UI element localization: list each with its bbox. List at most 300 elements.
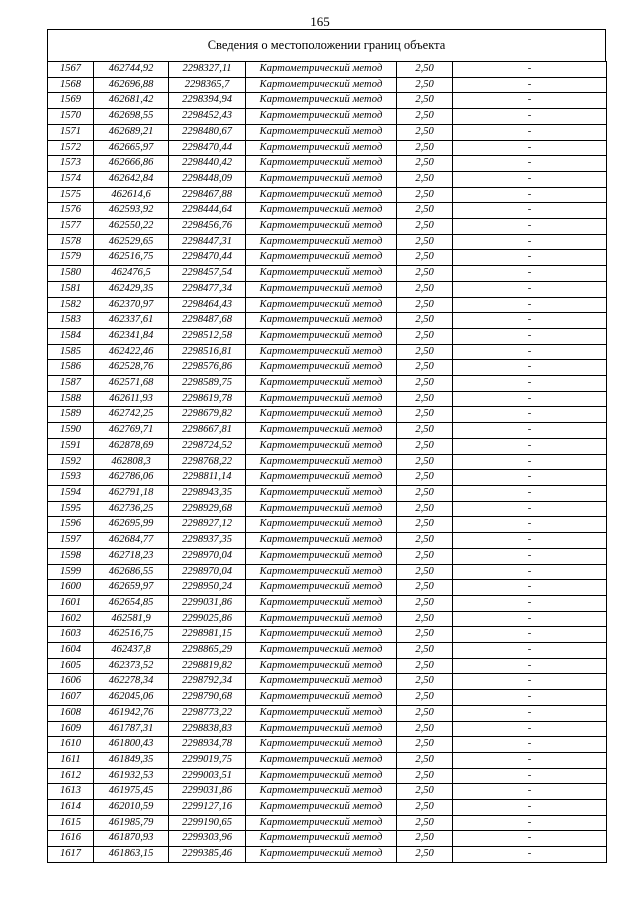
x-coordinate-cell: 461849,35 bbox=[94, 752, 169, 768]
table-row bbox=[48, 438, 607, 454]
accuracy-cell: 2,50 bbox=[397, 564, 453, 580]
table-row bbox=[48, 548, 607, 564]
y-coordinate-cell: 2298457,54 bbox=[169, 266, 246, 282]
table-row bbox=[48, 297, 607, 313]
point-number-cell: 1611 bbox=[48, 752, 94, 768]
y-coordinate-cell: 2298792,34 bbox=[169, 674, 246, 690]
table-row bbox=[48, 501, 607, 517]
method-cell: Картометрический метод bbox=[246, 501, 397, 517]
description-cell: - bbox=[453, 391, 607, 407]
point-number-cell: 1614 bbox=[48, 800, 94, 816]
x-coordinate-cell: 462337,61 bbox=[94, 313, 169, 329]
description-cell: - bbox=[453, 281, 607, 297]
accuracy-cell: 2,50 bbox=[397, 156, 453, 172]
method-cell: Картометрический метод bbox=[246, 234, 397, 250]
method-cell: Картометрический метод bbox=[246, 564, 397, 580]
x-coordinate-cell: 462681,42 bbox=[94, 93, 169, 109]
x-coordinate-cell: 462791,18 bbox=[94, 485, 169, 501]
y-coordinate-cell: 2298448,09 bbox=[169, 171, 246, 187]
x-coordinate-cell: 461800,43 bbox=[94, 737, 169, 753]
y-coordinate-cell: 2298970,04 bbox=[169, 564, 246, 580]
accuracy-cell: 2,50 bbox=[397, 454, 453, 470]
method-cell: Картометрический метод bbox=[246, 611, 397, 627]
method-cell: Картометрический метод bbox=[246, 438, 397, 454]
table-row bbox=[48, 376, 607, 392]
method-cell: Картометрический метод bbox=[246, 219, 397, 235]
table-row bbox=[48, 250, 607, 266]
description-cell: - bbox=[453, 752, 607, 768]
point-number-cell: 1613 bbox=[48, 784, 94, 800]
point-number-cell: 1603 bbox=[48, 627, 94, 643]
point-number-cell: 1572 bbox=[48, 140, 94, 156]
x-coordinate-cell: 462516,75 bbox=[94, 627, 169, 643]
accuracy-cell: 2,50 bbox=[397, 517, 453, 533]
x-coordinate-cell: 462666,86 bbox=[94, 156, 169, 172]
point-number-cell: 1583 bbox=[48, 313, 94, 329]
y-coordinate-cell: 2298452,43 bbox=[169, 109, 246, 125]
table-row bbox=[48, 517, 607, 533]
description-cell: - bbox=[453, 171, 607, 187]
x-coordinate-cell: 462422,46 bbox=[94, 344, 169, 360]
y-coordinate-cell: 2298619,78 bbox=[169, 391, 246, 407]
x-coordinate-cell: 462684,77 bbox=[94, 533, 169, 549]
table-row bbox=[48, 219, 607, 235]
point-number-cell: 1612 bbox=[48, 768, 94, 784]
point-number-cell: 1598 bbox=[48, 548, 94, 564]
point-number-cell: 1567 bbox=[48, 62, 94, 78]
point-number-cell: 1608 bbox=[48, 705, 94, 721]
x-coordinate-cell: 462429,35 bbox=[94, 281, 169, 297]
y-coordinate-cell: 2298929,68 bbox=[169, 501, 246, 517]
table-row bbox=[48, 800, 607, 816]
x-coordinate-cell: 462744,92 bbox=[94, 62, 169, 78]
method-cell: Картометрический метод bbox=[246, 124, 397, 140]
y-coordinate-cell: 2298773,22 bbox=[169, 705, 246, 721]
accuracy-cell: 2,50 bbox=[397, 470, 453, 486]
y-coordinate-cell: 2299303,96 bbox=[169, 831, 246, 847]
accuracy-cell: 2,50 bbox=[397, 171, 453, 187]
x-coordinate-cell: 462695,99 bbox=[94, 517, 169, 533]
x-coordinate-cell: 462659,97 bbox=[94, 580, 169, 596]
x-coordinate-cell: 461870,93 bbox=[94, 831, 169, 847]
y-coordinate-cell: 2298394,94 bbox=[169, 93, 246, 109]
point-number-cell: 1584 bbox=[48, 328, 94, 344]
method-cell: Картометрический метод bbox=[246, 109, 397, 125]
x-coordinate-cell: 462373,52 bbox=[94, 658, 169, 674]
x-coordinate-cell: 462550,22 bbox=[94, 219, 169, 235]
point-number-cell: 1609 bbox=[48, 721, 94, 737]
y-coordinate-cell: 2298838,83 bbox=[169, 721, 246, 737]
description-cell: - bbox=[453, 705, 607, 721]
method-cell: Картометрический метод bbox=[246, 705, 397, 721]
x-coordinate-cell: 462654,85 bbox=[94, 595, 169, 611]
accuracy-cell: 2,50 bbox=[397, 266, 453, 282]
description-cell: - bbox=[453, 768, 607, 784]
method-cell: Картометрический метод bbox=[246, 187, 397, 203]
description-cell: - bbox=[453, 156, 607, 172]
point-number-cell: 1595 bbox=[48, 501, 94, 517]
method-cell: Картометрический метод bbox=[246, 156, 397, 172]
description-cell: - bbox=[453, 62, 607, 78]
table-row bbox=[48, 847, 607, 863]
method-cell: Картометрический метод bbox=[246, 533, 397, 549]
method-cell: Картометрический метод bbox=[246, 391, 397, 407]
accuracy-cell: 2,50 bbox=[397, 234, 453, 250]
accuracy-cell: 2,50 bbox=[397, 768, 453, 784]
accuracy-cell: 2,50 bbox=[397, 360, 453, 376]
x-coordinate-cell: 462611,93 bbox=[94, 391, 169, 407]
accuracy-cell: 2,50 bbox=[397, 485, 453, 501]
description-cell: - bbox=[453, 234, 607, 250]
accuracy-cell: 2,50 bbox=[397, 737, 453, 753]
y-coordinate-cell: 2298724,52 bbox=[169, 438, 246, 454]
accuracy-cell: 2,50 bbox=[397, 328, 453, 344]
x-coordinate-cell: 462696,88 bbox=[94, 77, 169, 93]
accuracy-cell: 2,50 bbox=[397, 140, 453, 156]
table-row bbox=[48, 93, 607, 109]
x-coordinate-cell: 462769,71 bbox=[94, 423, 169, 439]
table-row bbox=[48, 313, 607, 329]
y-coordinate-cell: 2298950,24 bbox=[169, 580, 246, 596]
description-cell: - bbox=[453, 470, 607, 486]
method-cell: Картометрический метод bbox=[246, 344, 397, 360]
table-row bbox=[48, 690, 607, 706]
point-number-cell: 1600 bbox=[48, 580, 94, 596]
y-coordinate-cell: 2299003,51 bbox=[169, 768, 246, 784]
table-row bbox=[48, 752, 607, 768]
point-number-cell: 1607 bbox=[48, 690, 94, 706]
boundary-coordinates-table bbox=[47, 61, 607, 863]
point-number-cell: 1575 bbox=[48, 187, 94, 203]
point-number-cell: 1615 bbox=[48, 815, 94, 831]
description-cell: - bbox=[453, 611, 607, 627]
y-coordinate-cell: 2298516,81 bbox=[169, 344, 246, 360]
point-number-cell: 1582 bbox=[48, 297, 94, 313]
y-coordinate-cell: 2298444,64 bbox=[169, 203, 246, 219]
x-coordinate-cell: 462010,59 bbox=[94, 800, 169, 816]
description-cell: - bbox=[453, 737, 607, 753]
table-row bbox=[48, 109, 607, 125]
accuracy-cell: 2,50 bbox=[397, 705, 453, 721]
point-number-cell: 1578 bbox=[48, 234, 94, 250]
table-row bbox=[48, 171, 607, 187]
accuracy-cell: 2,50 bbox=[397, 250, 453, 266]
description-cell: - bbox=[453, 595, 607, 611]
method-cell: Картометрический метод bbox=[246, 328, 397, 344]
point-number-cell: 1586 bbox=[48, 360, 94, 376]
x-coordinate-cell: 462614,6 bbox=[94, 187, 169, 203]
method-cell: Картометрический метод bbox=[246, 768, 397, 784]
y-coordinate-cell: 2298927,12 bbox=[169, 517, 246, 533]
table-row bbox=[48, 815, 607, 831]
x-coordinate-cell: 462278,34 bbox=[94, 674, 169, 690]
accuracy-cell: 2,50 bbox=[397, 831, 453, 847]
point-number-cell: 1594 bbox=[48, 485, 94, 501]
table-row bbox=[48, 564, 607, 580]
y-coordinate-cell: 2298790,68 bbox=[169, 690, 246, 706]
point-number-cell: 1577 bbox=[48, 219, 94, 235]
description-cell: - bbox=[453, 580, 607, 596]
accuracy-cell: 2,50 bbox=[397, 407, 453, 423]
description-cell: - bbox=[453, 784, 607, 800]
description-cell: - bbox=[453, 140, 607, 156]
y-coordinate-cell: 2298464,43 bbox=[169, 297, 246, 313]
x-coordinate-cell: 461863,15 bbox=[94, 847, 169, 863]
table-body bbox=[48, 62, 607, 863]
method-cell: Картометрический метод bbox=[246, 454, 397, 470]
y-coordinate-cell: 2298487,68 bbox=[169, 313, 246, 329]
accuracy-cell: 2,50 bbox=[397, 203, 453, 219]
table-row bbox=[48, 423, 607, 439]
table-row bbox=[48, 470, 607, 486]
method-cell: Картометрический метод bbox=[246, 658, 397, 674]
description-cell: - bbox=[453, 438, 607, 454]
table-row bbox=[48, 674, 607, 690]
point-number-cell: 1576 bbox=[48, 203, 94, 219]
page-number: 165 bbox=[310, 14, 330, 29]
accuracy-cell: 2,50 bbox=[397, 124, 453, 140]
description-cell: - bbox=[453, 219, 607, 235]
table-row bbox=[48, 768, 607, 784]
table-row bbox=[48, 187, 607, 203]
table-row bbox=[48, 705, 607, 721]
method-cell: Картометрический метод bbox=[246, 595, 397, 611]
y-coordinate-cell: 2298477,34 bbox=[169, 281, 246, 297]
accuracy-cell: 2,50 bbox=[397, 313, 453, 329]
description-cell: - bbox=[453, 548, 607, 564]
method-cell: Картометрический метод bbox=[246, 376, 397, 392]
method-cell: Картометрический метод bbox=[246, 266, 397, 282]
y-coordinate-cell: 2298981,15 bbox=[169, 627, 246, 643]
table-row bbox=[48, 62, 607, 78]
accuracy-cell: 2,50 bbox=[397, 344, 453, 360]
accuracy-cell: 2,50 bbox=[397, 752, 453, 768]
y-coordinate-cell: 2298937,35 bbox=[169, 533, 246, 549]
x-coordinate-cell: 462642,84 bbox=[94, 171, 169, 187]
x-coordinate-cell: 461985,79 bbox=[94, 815, 169, 831]
table-row bbox=[48, 831, 607, 847]
x-coordinate-cell: 462808,3 bbox=[94, 454, 169, 470]
point-number-cell: 1574 bbox=[48, 171, 94, 187]
method-cell: Картометрический метод bbox=[246, 485, 397, 501]
y-coordinate-cell: 2298456,76 bbox=[169, 219, 246, 235]
x-coordinate-cell: 462370,97 bbox=[94, 297, 169, 313]
method-cell: Картометрический метод bbox=[246, 580, 397, 596]
description-cell: - bbox=[453, 313, 607, 329]
point-number-cell: 1573 bbox=[48, 156, 94, 172]
table-row bbox=[48, 203, 607, 219]
accuracy-cell: 2,50 bbox=[397, 800, 453, 816]
description-cell: - bbox=[453, 831, 607, 847]
y-coordinate-cell: 2298447,31 bbox=[169, 234, 246, 250]
table-row bbox=[48, 580, 607, 596]
description-cell: - bbox=[453, 297, 607, 313]
description-cell: - bbox=[453, 407, 607, 423]
y-coordinate-cell: 2298589,75 bbox=[169, 376, 246, 392]
y-coordinate-cell: 2298470,44 bbox=[169, 140, 246, 156]
x-coordinate-cell: 461787,31 bbox=[94, 721, 169, 737]
point-number-cell: 1581 bbox=[48, 281, 94, 297]
description-cell: - bbox=[453, 721, 607, 737]
method-cell: Картометрический метод bbox=[246, 784, 397, 800]
y-coordinate-cell: 2299190,65 bbox=[169, 815, 246, 831]
method-cell: Картометрический метод bbox=[246, 360, 397, 376]
method-cell: Картометрический метод bbox=[246, 752, 397, 768]
description-cell: - bbox=[453, 627, 607, 643]
x-coordinate-cell: 462742,25 bbox=[94, 407, 169, 423]
description-cell: - bbox=[453, 250, 607, 266]
description-cell: - bbox=[453, 77, 607, 93]
table-row bbox=[48, 611, 607, 627]
accuracy-cell: 2,50 bbox=[397, 690, 453, 706]
description-cell: - bbox=[453, 376, 607, 392]
point-number-cell: 1599 bbox=[48, 564, 94, 580]
y-coordinate-cell: 2298480,67 bbox=[169, 124, 246, 140]
point-number-cell: 1617 bbox=[48, 847, 94, 863]
x-coordinate-cell: 462689,21 bbox=[94, 124, 169, 140]
method-cell: Картометрический метод bbox=[246, 62, 397, 78]
y-coordinate-cell: 2299385,46 bbox=[169, 847, 246, 863]
point-number-cell: 1579 bbox=[48, 250, 94, 266]
table-row bbox=[48, 77, 607, 93]
table-row bbox=[48, 454, 607, 470]
description-cell: - bbox=[453, 674, 607, 690]
y-coordinate-cell: 2298470,44 bbox=[169, 250, 246, 266]
table-row bbox=[48, 391, 607, 407]
table-row bbox=[48, 156, 607, 172]
method-cell: Картометрический метод bbox=[246, 721, 397, 737]
method-cell: Картометрический метод bbox=[246, 690, 397, 706]
y-coordinate-cell: 2298576,86 bbox=[169, 360, 246, 376]
method-cell: Картометрический метод bbox=[246, 548, 397, 564]
description-cell: - bbox=[453, 423, 607, 439]
table-row bbox=[48, 266, 607, 282]
accuracy-cell: 2,50 bbox=[397, 376, 453, 392]
table-row bbox=[48, 784, 607, 800]
x-coordinate-cell: 462437,8 bbox=[94, 643, 169, 659]
x-coordinate-cell: 462718,23 bbox=[94, 548, 169, 564]
method-cell: Картометрический метод bbox=[246, 203, 397, 219]
description-cell: - bbox=[453, 109, 607, 125]
x-coordinate-cell: 461942,76 bbox=[94, 705, 169, 721]
y-coordinate-cell: 2298667,81 bbox=[169, 423, 246, 439]
y-coordinate-cell: 2298970,04 bbox=[169, 548, 246, 564]
point-number-cell: 1591 bbox=[48, 438, 94, 454]
x-coordinate-cell: 462581,9 bbox=[94, 611, 169, 627]
y-coordinate-cell: 2298467,88 bbox=[169, 187, 246, 203]
point-number-cell: 1601 bbox=[48, 595, 94, 611]
accuracy-cell: 2,50 bbox=[397, 658, 453, 674]
accuracy-cell: 2,50 bbox=[397, 721, 453, 737]
description-cell: - bbox=[453, 533, 607, 549]
method-cell: Картометрический метод bbox=[246, 674, 397, 690]
accuracy-cell: 2,50 bbox=[397, 93, 453, 109]
table-row bbox=[48, 737, 607, 753]
method-cell: Картометрический метод bbox=[246, 831, 397, 847]
point-number-cell: 1569 bbox=[48, 93, 94, 109]
table-row bbox=[48, 360, 607, 376]
table-row bbox=[48, 140, 607, 156]
accuracy-cell: 2,50 bbox=[397, 674, 453, 690]
accuracy-cell: 2,50 bbox=[397, 548, 453, 564]
method-cell: Картометрический метод bbox=[246, 93, 397, 109]
x-coordinate-cell: 461932,53 bbox=[94, 768, 169, 784]
accuracy-cell: 2,50 bbox=[397, 77, 453, 93]
accuracy-cell: 2,50 bbox=[397, 281, 453, 297]
x-coordinate-cell: 462516,75 bbox=[94, 250, 169, 266]
accuracy-cell: 2,50 bbox=[397, 815, 453, 831]
table-row bbox=[48, 595, 607, 611]
y-coordinate-cell: 2298943,35 bbox=[169, 485, 246, 501]
y-coordinate-cell: 2298819,82 bbox=[169, 658, 246, 674]
method-cell: Картометрический метод bbox=[246, 627, 397, 643]
description-cell: - bbox=[453, 485, 607, 501]
method-cell: Картометрический метод bbox=[246, 171, 397, 187]
x-coordinate-cell: 461975,45 bbox=[94, 784, 169, 800]
table-row bbox=[48, 721, 607, 737]
y-coordinate-cell: 2298440,42 bbox=[169, 156, 246, 172]
description-cell: - bbox=[453, 564, 607, 580]
accuracy-cell: 2,50 bbox=[397, 784, 453, 800]
method-cell: Картометрический метод bbox=[246, 281, 397, 297]
point-number-cell: 1580 bbox=[48, 266, 94, 282]
method-cell: Картометрический метод bbox=[246, 517, 397, 533]
y-coordinate-cell: 2298865,29 bbox=[169, 643, 246, 659]
accuracy-cell: 2,50 bbox=[397, 219, 453, 235]
table-row bbox=[48, 281, 607, 297]
method-cell: Картометрический метод bbox=[246, 800, 397, 816]
method-cell: Картометрический метод bbox=[246, 815, 397, 831]
table-row bbox=[48, 627, 607, 643]
x-coordinate-cell: 462593,92 bbox=[94, 203, 169, 219]
point-number-cell: 1587 bbox=[48, 376, 94, 392]
accuracy-cell: 2,50 bbox=[397, 391, 453, 407]
y-coordinate-cell: 2298934,78 bbox=[169, 737, 246, 753]
method-cell: Картометрический метод bbox=[246, 643, 397, 659]
point-number-cell: 1593 bbox=[48, 470, 94, 486]
accuracy-cell: 2,50 bbox=[397, 643, 453, 659]
table-title: Сведения о местоположении границ объекта bbox=[47, 29, 606, 61]
y-coordinate-cell: 2299019,75 bbox=[169, 752, 246, 768]
method-cell: Картометрический метод bbox=[246, 297, 397, 313]
point-number-cell: 1610 bbox=[48, 737, 94, 753]
accuracy-cell: 2,50 bbox=[397, 297, 453, 313]
table-row bbox=[48, 124, 607, 140]
description-cell: - bbox=[453, 344, 607, 360]
description-cell: - bbox=[453, 658, 607, 674]
x-coordinate-cell: 462529,65 bbox=[94, 234, 169, 250]
x-coordinate-cell: 462686,55 bbox=[94, 564, 169, 580]
point-number-cell: 1606 bbox=[48, 674, 94, 690]
x-coordinate-cell: 462476,5 bbox=[94, 266, 169, 282]
method-cell: Картометрический метод bbox=[246, 77, 397, 93]
description-cell: - bbox=[453, 203, 607, 219]
x-coordinate-cell: 462736,25 bbox=[94, 501, 169, 517]
x-coordinate-cell: 462571,68 bbox=[94, 376, 169, 392]
description-cell: - bbox=[453, 454, 607, 470]
boundary-table-container bbox=[47, 29, 606, 863]
accuracy-cell: 2,50 bbox=[397, 533, 453, 549]
method-cell: Картометрический метод bbox=[246, 847, 397, 863]
table-row bbox=[48, 407, 607, 423]
description-cell: - bbox=[453, 815, 607, 831]
description-cell: - bbox=[453, 187, 607, 203]
description-cell: - bbox=[453, 643, 607, 659]
accuracy-cell: 2,50 bbox=[397, 847, 453, 863]
x-coordinate-cell: 462045,06 bbox=[94, 690, 169, 706]
table-row bbox=[48, 344, 607, 360]
description-cell: - bbox=[453, 266, 607, 282]
